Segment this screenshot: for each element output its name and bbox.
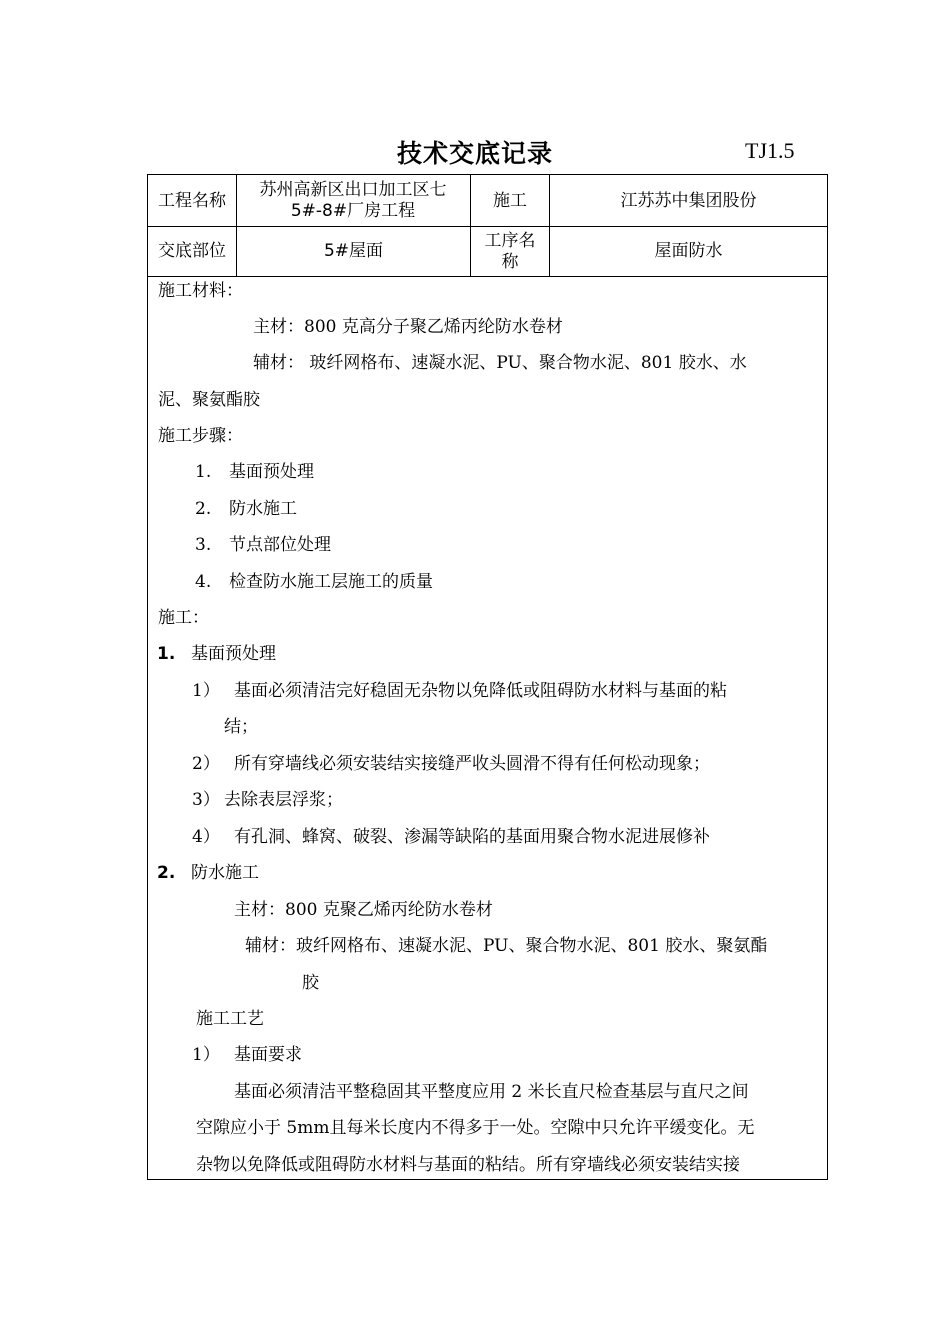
s1-item-number: 4）: [192, 827, 220, 847]
base-req-number: 1）: [192, 1045, 220, 1065]
base-req-paragraph-line1: 基面必须清洁平整稳固其平整度应用 2 米长直尺检查基层与直尺之间: [234, 1082, 749, 1102]
process-value: 屋面防水: [654, 241, 723, 261]
project-name-value: 苏州高新区出口加工区七5#-8#厂房工程: [259, 180, 447, 221]
s1-item-continuation: 结；: [224, 717, 258, 737]
section2-title: 防水施工: [191, 863, 259, 883]
s1-item-text: 有孔洞、蜂窝、破裂、渗漏等缺陷的基面用聚合物水泥进展修补: [234, 827, 710, 847]
s2-aux-material-line2: 胶: [302, 973, 319, 993]
location-value: 5#屋面: [323, 241, 384, 261]
base-req-paragraph-line2: 空隙应小于 5mm且每米长度内不得多于一处。空隙中只允许平缓变化。无: [196, 1118, 755, 1138]
aux-material-line1: 辅材： 玻纤网格布、速凝水泥、PU、聚合物水泥、801 胶水、水: [253, 353, 747, 373]
document-title: 技术交底记录: [396, 139, 553, 168]
step-text: 防水施工: [229, 499, 297, 519]
step-number: 1.: [195, 462, 212, 482]
section2-number: 2.: [157, 863, 176, 883]
aux-material-line2: 泥、聚氨酯胶: [158, 390, 260, 410]
construction-value: 江苏苏中集团股份: [620, 190, 757, 211]
s1-item-number: 2）: [192, 754, 220, 774]
craft-heading: 施工工艺: [196, 1009, 264, 1029]
s2-aux-material-line1: 辅材：玻纤网格布、速凝水泥、PU、聚合物水泥、801 胶水、聚氨酯: [245, 936, 768, 956]
base-req-paragraph-line3: 杂物以免降低或阻碍防水材料与基面的粘结。所有穿墙线必须安装结实接: [196, 1155, 740, 1175]
s1-item-text: 去除表层浮浆；: [224, 790, 343, 810]
step-text: 检查防水施工层施工的质量: [229, 572, 433, 592]
location-label: 交底部位: [158, 241, 226, 261]
steps-heading: 施工步骤：: [158, 426, 243, 446]
main-material: 主材：800 克高分子聚乙烯丙纶防水卷材: [253, 317, 563, 337]
step-number: 3.: [195, 535, 212, 555]
step-text: 节点部位处理: [229, 535, 331, 555]
table-divider-row2: [147, 276, 828, 277]
step-number: 2.: [195, 499, 212, 519]
step-number: 4.: [195, 572, 212, 592]
document-code: TJ1.5: [745, 138, 795, 163]
materials-heading: 施工材料：: [158, 281, 243, 301]
s1-item-number: 3）: [192, 790, 220, 810]
s1-item-text: 基面必须清洁完好稳固无杂物以免降低或阻碍防水材料与基面的粘: [234, 681, 727, 701]
s1-item-text: 所有穿墙线必须安装结实接缝严收头圆滑不得有任何松动现象；: [234, 754, 710, 774]
base-req-title: 基面要求: [234, 1045, 302, 1065]
step-text: 基面预处理: [229, 462, 314, 482]
section1-title: 基面预处理: [191, 644, 276, 664]
s1-item-number: 1）: [192, 681, 220, 701]
section1-number: 1.: [157, 644, 176, 664]
construction-heading: 施工：: [158, 608, 209, 628]
construction-label: 施工: [493, 190, 527, 211]
process-label: 工序名称: [484, 230, 536, 272]
project-name-label: 工程名称: [158, 190, 226, 211]
s2-main-material: 主材：800 克聚乙烯丙纶防水卷材: [234, 900, 493, 920]
